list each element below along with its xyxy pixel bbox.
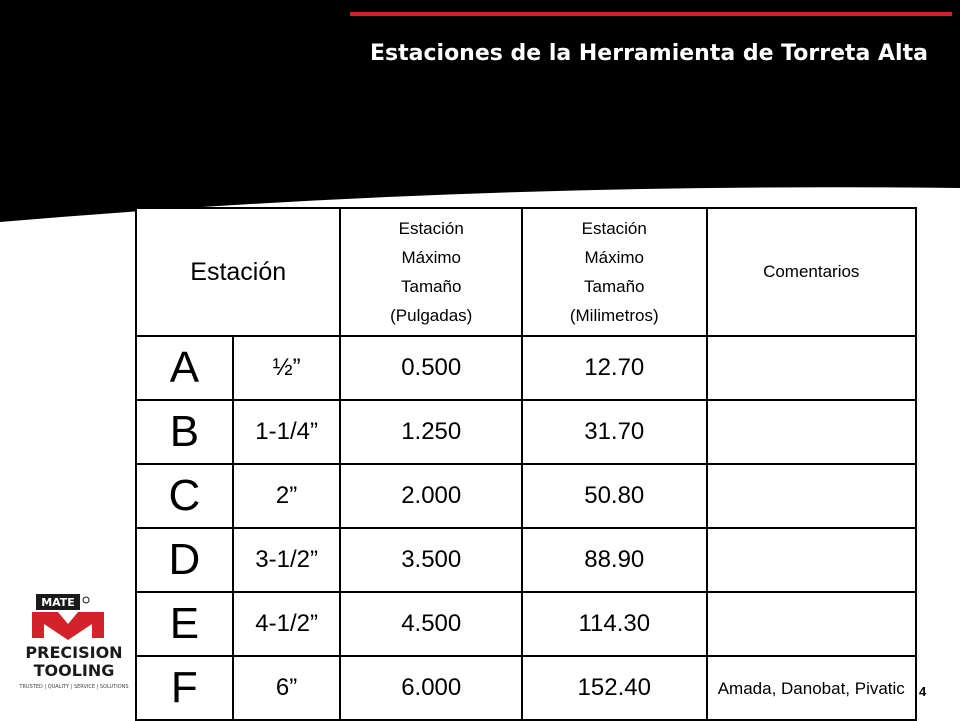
header-line: Máximo [584,248,644,267]
header-line: Estación [398,219,464,238]
mate-precision-tooling-logo [10,588,138,698]
station-mm: 152.40 [522,656,707,720]
station-inches: 1.250 [340,400,522,464]
header-line: Tamaño [584,277,645,296]
station-letter: B [136,400,233,464]
header-max-mm [522,208,707,336]
table-row [136,464,916,528]
table-row [136,592,916,656]
header-line: Estación [581,219,647,238]
station-comment [707,400,916,464]
station-size: 6” [233,656,341,720]
station-comment [707,336,916,400]
station-mm: 88.90 [522,528,707,592]
header-line: (Milimetros) [569,306,659,325]
station-comment [707,528,916,592]
table-row [136,528,916,592]
table-header-row [136,208,916,336]
station-size: 1-1/4” [233,400,341,464]
red-accent-rule [350,12,952,16]
station-size: 3-1/2” [233,528,341,592]
station-mm: 12.70 [522,336,707,400]
table-row [136,656,916,720]
header-station: Estación [136,208,340,336]
page-number: 4 [919,684,927,699]
station-letter: F [136,656,233,720]
header-comments: Comentarios [707,208,916,336]
station-inches: 0.500 [340,336,522,400]
station-letter: E [136,592,233,656]
station-size: ½” [233,336,341,400]
svg-text:TOOLING: TOOLING [33,661,115,680]
station-inches: 4.500 [340,592,522,656]
header-max-inches [340,208,522,336]
header-line: Tamaño [400,277,462,296]
svg-text:TRUSTED | QUALITY | SERVICE |: TRUSTED | QUALITY | SERVICE | SOLUTIONS [19,684,129,690]
station-mm: 114.30 [522,592,707,656]
station-inches: 6.000 [340,656,522,720]
stations-table [135,207,917,721]
station-letter: A [136,336,233,400]
station-letter: D [136,528,233,592]
svg-text:PRECISION: PRECISION [25,643,123,662]
header-line: Máximo [401,248,461,267]
station-inches: 2.000 [340,464,522,528]
station-mm: 50.80 [522,464,707,528]
station-letter: C [136,464,233,528]
table-row [136,336,916,400]
station-mm: 31.70 [522,400,707,464]
slide-title: Estaciones de la Herramienta de Torreta Alta [370,41,928,66]
header-line: (Pulgadas) [390,306,473,325]
station-size: 4-1/2” [233,592,341,656]
station-size: 2” [233,464,341,528]
station-inches: 3.500 [340,528,522,592]
svg-text:MATE: MATE [41,596,75,609]
station-comment [707,464,916,528]
station-comment: Amada, Danobat, Pivatic [707,656,916,720]
station-comment [707,592,916,656]
table-row [136,400,916,464]
